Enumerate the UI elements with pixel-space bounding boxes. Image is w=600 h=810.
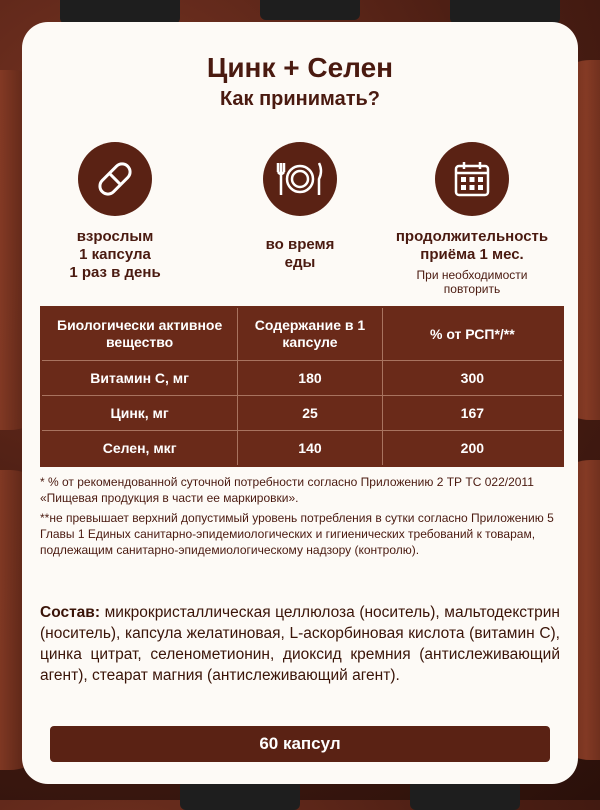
table-row [42, 361, 562, 396]
background-cap [450, 0, 560, 24]
composition-text [40, 602, 560, 686]
table-cell: 167 [383, 396, 562, 431]
background-cap [410, 780, 520, 810]
usage-timing-label: во время еды [265, 236, 335, 271]
table-cell: 140 [238, 431, 382, 465]
nutrient-table [40, 306, 564, 467]
composition-ingredients: микрокристаллическая целлюлоза (носитель), мальтодекстрин (носитель), капсула желатиновая, L-аскорбиновая кислота (витамин С), цинка цитрат, селенометионин, диоксид кремния (антислеживающий агент), стеарат магния (антислеживающий агент). [40, 604, 560, 684]
table-header-percent: % от РСП*/** [383, 308, 562, 361]
capsule-count-badge: 60 капсул [50, 726, 550, 762]
table-cell: 180 [238, 361, 382, 396]
table-cell: Селен, мкг [42, 431, 238, 465]
table-cell: 25 [238, 396, 382, 431]
table-cell: 200 [460, 440, 485, 456]
usage-dose-label: взрослым 1 капсула 1 раз в день [69, 228, 161, 281]
page-title: Цинк + Селен [206, 52, 394, 83]
footnote-upper-limit: **не превышает верхний допустимый уровень потребления в сутки согласно Приложению 5 Главы 1 Единых санитарно-эпидемиологических и гигиенических требований к товарам, подлежащим санитарно-эпидемиологическому надзору (контролю). [40, 511, 554, 557]
table-row [42, 431, 562, 465]
usage-duration-note: При необходимости повторить [416, 268, 528, 296]
table-cell: 300 [383, 361, 562, 396]
usage-timing [215, 142, 385, 272]
usage-duration-label: продолжительность приёма 1 мес. [395, 228, 549, 263]
composition-label: Состав: [40, 604, 100, 621]
footnote-rsp: * % от рекомендованной суточной потребности согласно Приложению 2 ТР ТС 022/2011 «Пищевая продукция в части ее маркировки». [40, 475, 534, 505]
usage-duration [372, 142, 572, 296]
background-cap [180, 780, 300, 810]
background-cap [260, 0, 360, 20]
table-header-row [42, 308, 562, 361]
table-cell: Витамин С, мг [42, 361, 238, 396]
table-cell: Цинк, мг [42, 396, 238, 431]
calendar-icon [435, 142, 509, 216]
page-subtitle: Как принимать? [219, 88, 381, 110]
background-cap [60, 0, 180, 24]
plate-icon [263, 142, 337, 216]
table-header-substance: Биологически активное вещество [42, 308, 238, 361]
info-card [22, 22, 578, 784]
table-row [42, 396, 562, 431]
table-header-content: Содержание в 1 капсуле [238, 308, 382, 361]
usage-dose [30, 142, 200, 282]
capsule-icon [78, 142, 152, 216]
